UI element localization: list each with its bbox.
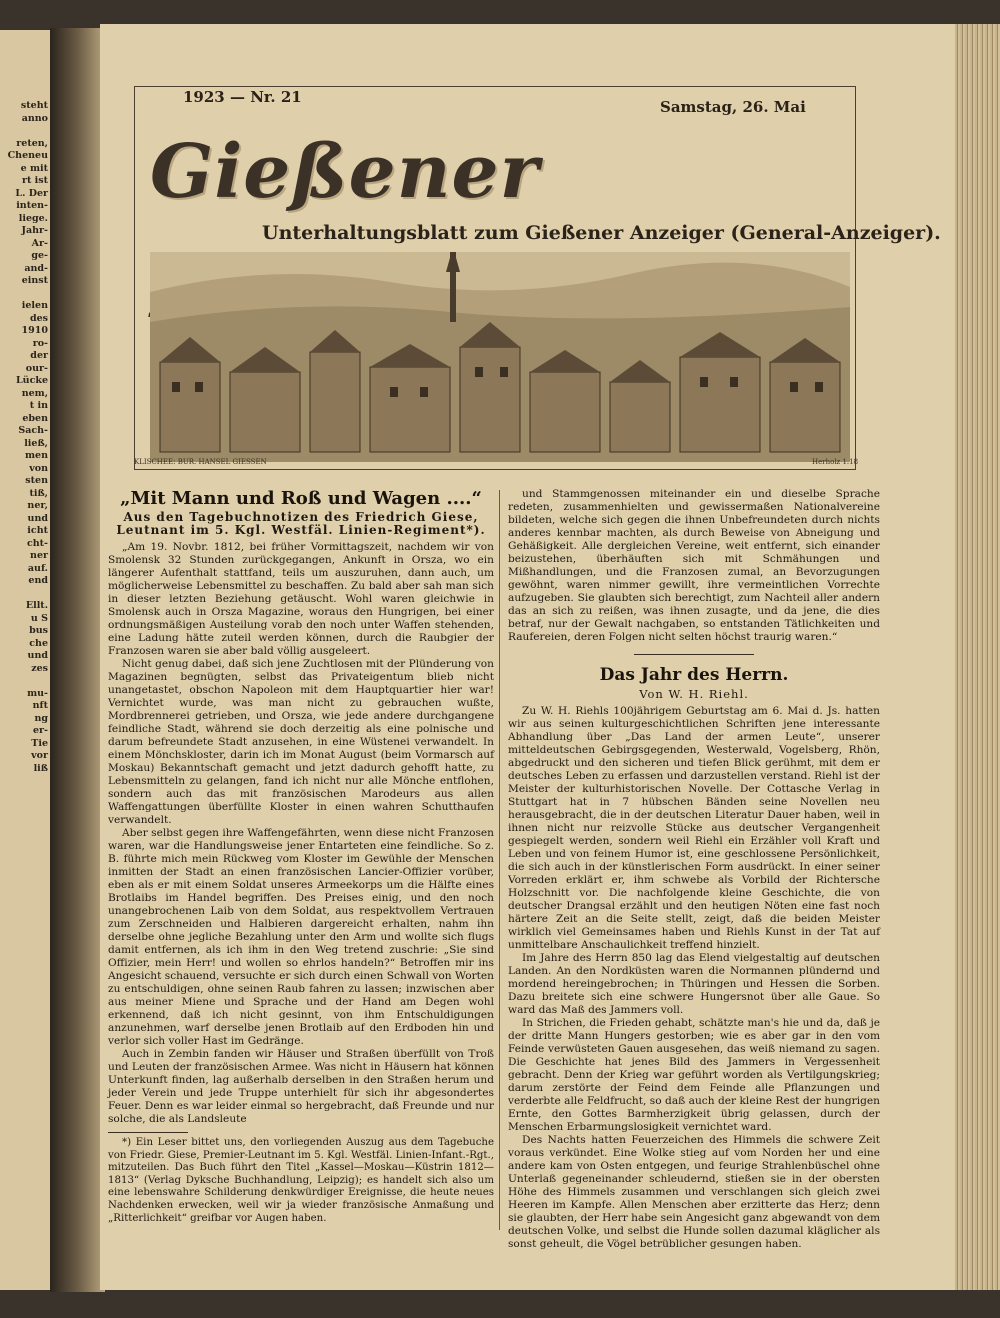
paragraph: Nicht genug dabei, daß sich jene Zuchtlosen mit der Plünderung von Magazinen begnügten, selbst das Privateigentum blieb nicht unangetastet, obschon Napoleon mit dem Hauptquartier hier war! Vernichtet wurde, was man nicht zu gebrauchen wußte, Mordbrennerei getrieben, und Orsza, wie jede andere durchgangene feindliche Stadt, während sie doch derzeitig als eine polnische und darum befreundete Stadt anzusehen, in eine Wüstenei verwandelt. In einem Mönchskloster, darin ich im Monat August (beim Vormarsch auf Moskau) Bekanntschaft gemacht und jetzt dadurch gehofft hatte, zu Lebensmitteln zu gelangen, fand ich nicht nur alle Mönche entflohen, sondern auch das mit französischen Marodeurs aus allen Waffengattungen überfüllte Kloster in einen wahren Schutthaufen verwandelt. [108, 658, 494, 826]
binding-fragment-line: ließ, [24, 437, 48, 449]
binding-fragment-line: liege. [18, 212, 48, 224]
paragraph: Aber selbst gegen ihre Waffengefährten, wenn diese nicht Franzosen waren, war die Handlungsweise jener Entarteten eine feindliche. So z. B. führte mich mein Rückweg vom Kloster im Gewühle der Menschen inmitten der Stadt an einen französischen Lancier-Offizier vorüber, eben als er mit einem Soldat unseres Armeekorps um die Hälfte eines Brotlaibs im Handel begriffen. Des Preises einig, und den noch unangebrochenen Laib von dem Soldat, aus respektvollem Vertrauen zum Zerschneiden und Halbieren dargereicht erhalten, nahm ihn derselbe ohne jegliche Bezahlung unter den Arm und wollte sich flugs damit entfernen, als ich ihm in den Weg tretend zuschrie: „Sie sind Offizier, mein Herr! und wollen so ehrlos handeln?“ Betroffen mir ins Angesicht schauend, versuchte er sich durch einen Schwall von Worten zu entschuldigen, ohne seinen Raub fahren zu lassen; inzwischen aber aus meiner Miene und Sprache und der Hand am Degen wohl erkennend, daß ich nicht gesinnt, von ihm Entschuldigungen anzunehmen, warf derselbe jenen Brotlaib auf den Erdboden hin und verlor sich voller Hast im Gedränge. [108, 827, 494, 1047]
binding-fragment-line [2, 125, 48, 138]
binding-fragment-line [2, 288, 48, 301]
binding-fragment-line: men [24, 450, 48, 461]
binding-fragment-line [2, 675, 48, 688]
binding-fragment-line: und [27, 512, 48, 524]
binding-fragment-line: e mit [20, 162, 48, 174]
paragraph: In Strichen, die Frieden gehabt, schätzte man's hie und da, daß je der dritte Mann Hungers gestorben; wie es aber gar in den vom Feinde verwüsteten Gauen ausgesehen, das weiß niemand zu sagen. Die Geschichte hat jenes Bild des Jammers in Vergessenheit gebracht. Denn der Krieg war geführt worden als Vertilgungskrieg; darum zerstörte der Feind dem Feinde alle Pflanzungen und verderbte alle Feldfrucht, so daß auch der kleine Rest der hungrigen Ernte, den Gottes Barmherzigkeit übrig gelassen, durch der Menschen Erbarmungslosigkeit vernichtet ward. [508, 1017, 880, 1133]
masthead-subtitle: Unterhaltungsblatt zum Gießener Anzeiger (General-Anzeiger). [262, 222, 941, 244]
binding-fragment-line: ro- [32, 337, 48, 349]
illustration-credit: KLISCHEE: BUR. HANSEL GIESSEN [134, 458, 267, 466]
article-title: Das Jahr des Herrn. [599, 665, 789, 685]
binding-fragment-line: und [27, 650, 48, 661]
section-rule [634, 654, 754, 655]
masthead-title: Gießener [150, 129, 540, 215]
byline-line-2: Leutnant im 5. Kgl. Westfäl. Linien-Regiment*). [116, 523, 486, 537]
paragraph: Auch in Zembin fanden wir Häuser und Straßen überfüllt von Troß und Leuten der französischen Armee. Was nicht in Häusern hat können Unterkunft finden, lag außerhalb derselben in den Straßen herum und jeder Verein und jede Truppe unterhielt für sich ihr abgesondertes Feuer. Denn es war leider einmal so hergebracht, daß Freunde und nur solche, die als Landsleute [108, 1048, 494, 1125]
town-illustration [150, 252, 850, 462]
binding-fragment-line: mu- [27, 687, 48, 699]
article-title: „Mit Mann und Roß und Wagen ....“ [120, 488, 482, 509]
binding-fragment-line: ner [30, 550, 48, 561]
binding-fragment-line: auf. [27, 562, 48, 574]
column-divider [499, 490, 500, 1230]
binding-fragment-line: u S [30, 612, 48, 624]
binding-fragment-line: Ellt. [25, 600, 48, 611]
footnote-rule [108, 1132, 188, 1133]
previous-page-fragment [0, 30, 52, 1290]
binding-fragment-line: nem, [21, 387, 48, 399]
previous-page-text [2, 100, 48, 775]
binding-fragment-line: Lücke [16, 375, 48, 386]
binding-fragment-line: sten [25, 475, 48, 486]
binding-fragment-line [2, 588, 48, 601]
column-right [508, 488, 880, 1251]
paragraph: und Stammgenossen miteinander ein und dieselbe Sprache redeten, zusammenhielten und gewissermaßen Nationalvereine bildeten, welche sich gegen die ihnen Unbefreundeten durch nichts anderes kennbar machten, als durch Beweise von Abneigung und Gehäßigkeit. Alle dergleichen Vereine, weit entfernt, sich einander beizustehen, überhäuften sich mit Schmähungen und Mißhandlungen, und die Franzosen zumal, an Bevorzugungen gewöhnt, waren nimmer gewillt, ihre vermeintlichen Vorrechte aufzugeben. Sie glaubten sich berechtigt, zum Nachteil aller andern das an sich zu reißen, was ihnen zusagte, und da jene, die dies betraf, nur der Gewalt nachgaben, so entstanden Tätlichkeiten und Raufereien, deren Folgen nicht selten höchst traurig waren.“ [508, 488, 880, 643]
book-gutter [50, 28, 105, 1292]
column-left [108, 488, 494, 1225]
binding-fragment-line: our- [25, 362, 48, 374]
binding-fragment-line: bus [29, 625, 48, 636]
paragraph: Zu W. H. Riehls 100jährigem Geburtstag am 6. Mai d. Js. hatten wir aus seinen kulturgeschichtlichen Schriften jene interessante Abhandlung über „Das Land der armen Leute“, unserer mitteldeutschen Gebirgsgegenden, Westerwald, Vogelsberg, Rhön, abgedruckt und den sicheren und tiefen Blick gerühmt, mit dem er deutsches Leben zu erfassen und darzustellen verstand. Riehl ist der Meister der kulturhistorischen Novelle. Der Cottasche Verlag in Stuttgart hat in 7 hübschen Bänden seine Novellen neu herausgebracht, die in der deutschen Literatur Dauer haben, weil in ihnen nicht nur reizvolle Stücke aus deutscher Vergangenheit gespiegelt werden, sondern weil Riehl ein Erzähler voll Kraft und Leben und von feinem Humor ist, eine geschlossene Persönlichkeit, die sich auch in der künstlerischen Form ausdrückt. In einer seiner Vorreden erklärt er, ihm schwebe als Vorbild der Richtersche Holzschnitt vor. Die nachfolgende kleine Geschichte, die von deutscher Drangsal erzählt und den heutigen Nöten eine fast noch härtere Zeit an die Seite stellt, zeigt, daß die beiden Meister wirklich viel Gemeinsames haben und Riehls Kunst in der Tat auf unmittelbare Anschaulichkeit treffend hinzielt. [508, 705, 880, 951]
binding-fragment-line: liß [33, 762, 48, 774]
binding-fragment-line: anno [21, 112, 48, 124]
binding-fragment-line: Cheneu [7, 150, 48, 161]
binding-fragment-line: einst [21, 275, 48, 286]
binding-fragment-line: ng [34, 712, 48, 724]
issue-date: Samstag, 26. Mai [660, 98, 806, 116]
binding-fragment-line: eben [22, 412, 48, 424]
binding-fragment-line: inten- [16, 200, 48, 211]
binding-fragment-line: and- [24, 262, 48, 274]
binding-fragment-line: des [29, 312, 48, 324]
binding-fragment-line: icht [27, 525, 48, 536]
binding-fragment-line: von [29, 462, 48, 474]
binding-fragment-line: reten, [16, 137, 48, 149]
binding-fragment-line: er- [33, 725, 48, 736]
binding-fragment-line: Tie [31, 737, 48, 749]
paragraph: Im Jahre des Herrn 850 lag das Elend vielgestaltig auf deutschen Landen. An den Nordküsten waren die Normannen plündernd und mordend hereingebrochen; in Thüringen und Hessen die Sorben. Dazu breitete sich eine schwere Hungersnot über alle Gaue. So ward das Maß des Jammers voll. [508, 952, 880, 1016]
binding-fragment-line: end [28, 575, 48, 586]
issue-number: 1923 — Nr. 21 [183, 88, 302, 106]
binding-fragment-line: vor [31, 750, 48, 761]
binding-fragment-line: nft [32, 700, 48, 711]
binding-fragment-line: steht [20, 100, 48, 111]
binding-fragment-line: cht- [26, 537, 48, 549]
binding-fragment-line: Ar- [31, 237, 48, 249]
binding-fragment-line: t in [29, 400, 48, 411]
article-byline [108, 511, 494, 537]
article-author: Von W. H. Riehl. [639, 687, 749, 701]
binding-fragment-line: che [29, 637, 48, 649]
binding-fragment-line: tiß, [29, 487, 48, 499]
binding-fragment-line: rt ist [21, 175, 48, 186]
binding-fragment-line: ner, [27, 500, 48, 511]
binding-fragment-line: Sach- [18, 425, 48, 436]
binding-fragment-line: zes [31, 662, 48, 674]
paragraph: „Am 19. Novbr. 1812, bei früher Vormittagszeit, nachdem wir von Smolensk 32 Stunden zurückgegangen, Ankunft in Orsza, wo ein längerer Aufenthalt stattfand, teils um auszuruhen, dann auch, um möglicherweise Lebensmittel zu beschaffen. Zu bald aber sah man sich in dieser letzten Beziehung getäuscht. Wohl waren gleichwie in Smolensk auch in Orsza Magazine, woraus den Hungrigen, bei einer ordnungsmäßigen Austeilung vorab den noch unter Waffen stehenden, eine Ladung hätte zuteil werden können, durch die Raubgier der Franzosen waren sie aber bald völlig ausgeleert. [108, 541, 494, 657]
binding-fragment-line: Jahr- [21, 225, 48, 236]
byline-line-1: Aus den Tagebuchnotizen des Friedrich Giese, [123, 510, 479, 524]
binding-fragment-line: 1910 [21, 325, 48, 336]
artist-signature: Herholz 1.18 [812, 458, 859, 466]
binding-fragment-line: ielen [21, 300, 48, 311]
binding-fragment-line: der [30, 350, 48, 361]
page-edges [955, 24, 1000, 1290]
binding-fragment-line: ge- [31, 250, 48, 261]
paragraph: Des Nachts hatten Feuerzeichen des Himmels die schwere Zeit voraus verkündet. Eine Wolke stieg auf vom Norden her und eine andere kam von Osten entgegen, und feurige Strahlenbüschel ohne Unterlaß gegeneinander schleudernd, stießen sie in der obersten Höhe des Himmels zusammen und verschlangen sich gleich zwei Heeren im Kampfe. Allen Menschen aber erzitterte das Herz; denn sie glaubten, der Herr habe sein Angesicht ganz abgewandt von dem deutschen Volke, und selbst die Hunde sollen dazumal kläglicher als sonst geheult, die Vögel betrüblicher gesungen haben. [508, 1134, 880, 1250]
footnote: *) Ein Leser bittet uns, den vorliegenden Auszug aus dem Tagebuche von Friedr. Giese, Premier-Leutnant im 5. Kgl. Westfäl. Linien-Infant.-Rgt., mitzuteilen. Das Buch führt den Titel „Kassel—Moskau—Küstrin 1812—1813“ (Verlag Dyksche Buchhandlung, Leipzig); es handelt sich also um eine lebenswahre Schilderung denkwürdiger Ereignisse, die heute neues Nachdenken erwecken, weil wir ja wieder französische Anmaßung und „Ritterlichkeit“ greifbar vor Augen haben. [108, 1137, 494, 1224]
binding-fragment-line: L. Der [15, 187, 48, 199]
